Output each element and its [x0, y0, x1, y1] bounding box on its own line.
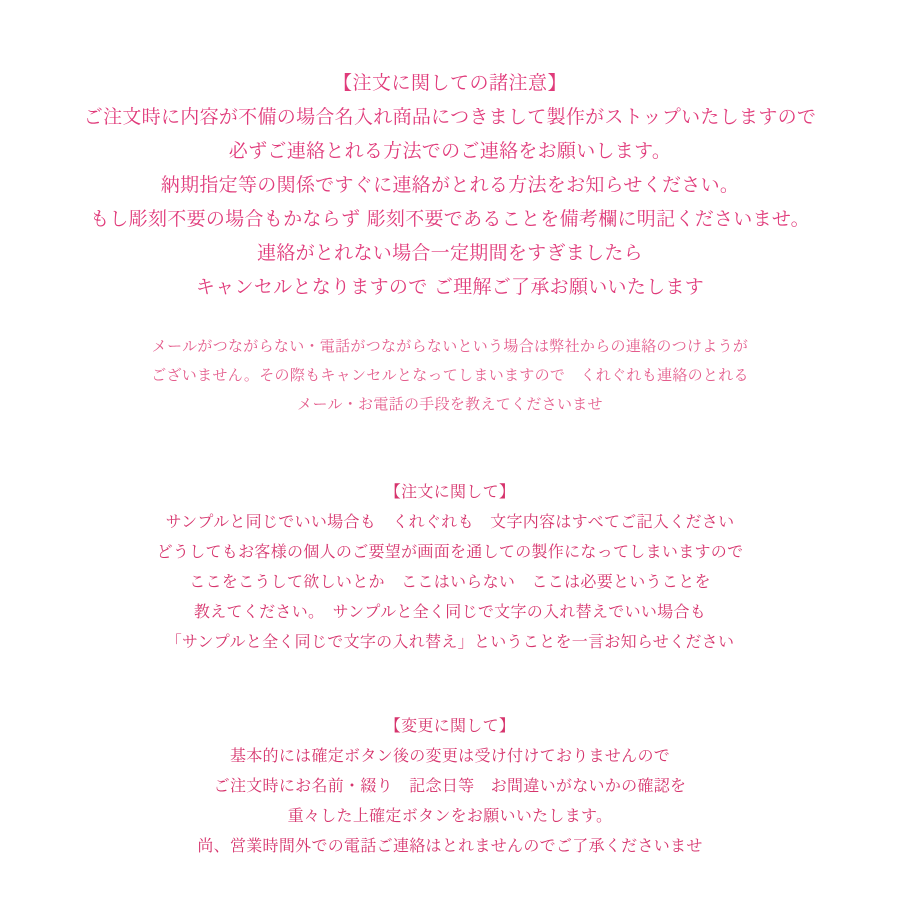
about-order-line: どうしてもお客様の個人のご要望が画面を通しての製作になってしまいますので: [156, 542, 744, 561]
order-notice-heading: 【注文に関しての諸注意】: [332, 72, 567, 94]
order-notice-line: 納期指定等の関係ですぐに連絡がとれる方法をお知らせください。: [160, 174, 740, 196]
about-order-heading: 【注文に関して】: [384, 482, 516, 501]
about-change-line: 尚、営業時間外での電話ご連絡はとれませんのでご了承くださいませ: [197, 836, 703, 855]
about-change-line: ご注文時にお名前・綴り 記念日等 お間違いがないかの確認を: [213, 776, 687, 795]
about-order-line: 教えてください。 サンプルと全く同じで文字の入れ替えでいい場合も: [193, 602, 707, 621]
about-order-line: サンプルと同じでいい場合も くれぐれも 文字内容はすべてご記入ください: [165, 512, 735, 531]
contact-note-section: [0, 304, 900, 419]
order-notice-line: もし彫刻不要の場合もかならず 彫刻不要であることを備考欄に明記くださいませ。: [90, 208, 810, 230]
about-order-line: 「サンプルと全く同じで文字の入れ替え」ということを一言お知らせください: [165, 632, 735, 651]
order-notice-line: 連絡がとれない場合一定期間をすぎましたら: [256, 242, 643, 264]
about-order-section: [0, 419, 900, 657]
contact-note-line: メールがつながらない・電話がつながらないという場合は弊社からの連絡のつけようが: [151, 337, 749, 355]
about-order-line: ここをこうして欲しいとか ここはいらない ここは必要ということを: [189, 572, 711, 591]
contact-note-line: ございません。その際もキャンセルとなってしまいますので くれぐれも連絡のとれる: [151, 366, 749, 384]
about-change-line: 重々した上確定ボタンをお願いいたします。: [287, 806, 613, 825]
order-notice-section: [0, 0, 900, 304]
order-notice-line: 必ずご連絡とれる方法でのご連絡をお願いします。: [228, 140, 672, 162]
order-notice-line: ご注文時に内容が不備の場合名入れ商品につきまして製作がストップいたしますので: [83, 106, 817, 128]
about-change-line: 基本的には確定ボタン後の変更は受け付けておりませんので: [229, 746, 671, 765]
about-change-heading: 【変更に関して】: [384, 716, 516, 735]
about-change-section: [0, 657, 900, 861]
order-notice-line: キャンセルとなりますので ご理解ご了承お願いいたします: [195, 276, 705, 298]
contact-note-line: メール・お電話の手段を教えてくださいませ: [297, 395, 603, 413]
